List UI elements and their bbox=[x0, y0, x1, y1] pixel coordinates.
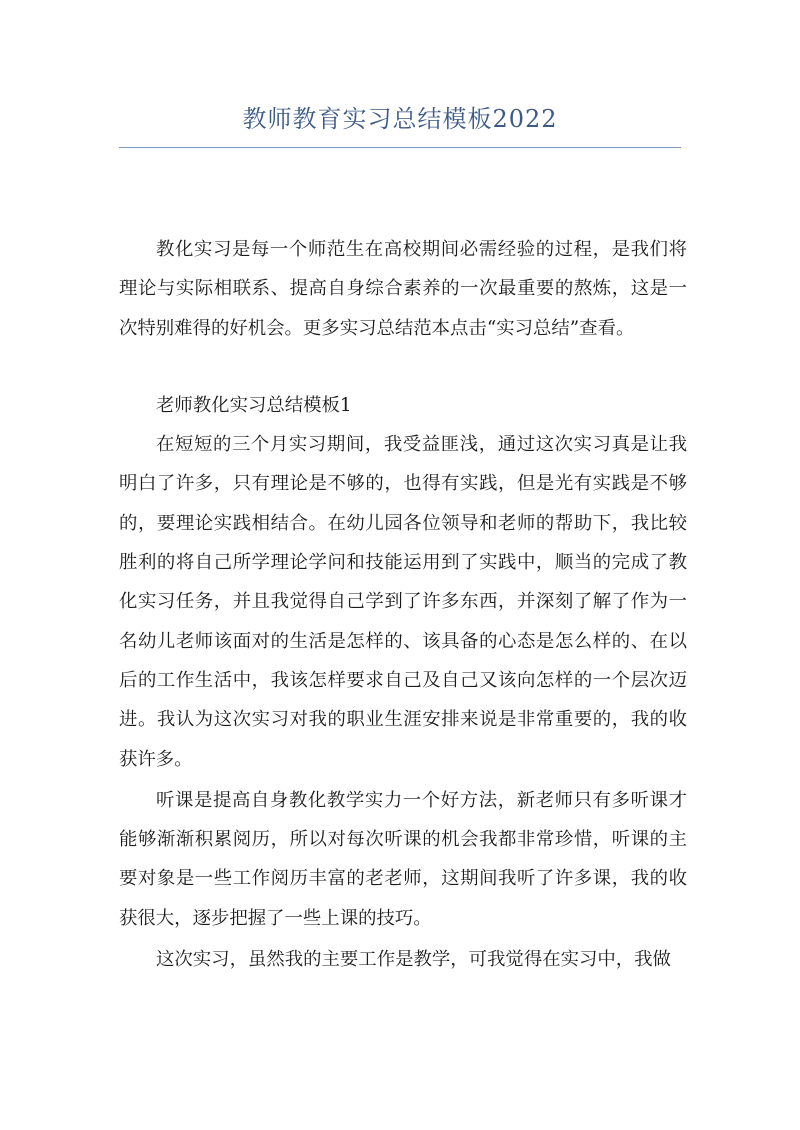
body-paragraph-2: 听课是提高自身教化教学实力一个好方法，新老师只有多听课才能够渐渐积累阅历，所以对每次听课的机会我都非常珍惜，听课的主要对象是一些工作阅历丰富的老老师，这期间我听了许多课，我的收获很大，逐步把握了一些上课的技巧。 bbox=[119, 789, 687, 929]
body-paragraph-3: 这次实习，虽然我的主要工作是教学，可我觉得在实习中，我做 bbox=[156, 949, 671, 971]
document-body bbox=[119, 230, 687, 979]
document-title: 教师教育实习总结模板2022 bbox=[242, 105, 558, 133]
intro-paragraph: 教化实习是每一个师范生在高校期间必需经验的过程，是我们将理论与实际相联系、提高自身综合素养的一次最重要的熬炼，这是一次特别难得的好机会。更多实习总结范本点击“实习总结”查看。 bbox=[119, 239, 687, 339]
body-paragraph-1: 在短短的三个月实习期间，我受益匪浅，通过这次实习真是让我明白了许多，只有理论是不够的，也得有实践，但是光有实践是不够的，要理论实践相结合。在幼儿园各位领导和老师的帮助下，我比较胜利的将自己所学理论学问和技能运用到了实践中，顺当的完成了教化实习任务，并且我觉得自己学到了许多东西，并深刻了解了作为一名幼儿老师该面对的生活是怎样的、该具备的心态是怎么样的、在以后的工作生活中，我该怎样要求自己及自己又该向怎样的一个层次迈进。我认为这次实习对我的职业生涯安排来说是非常重要的，我的收获许多。 bbox=[119, 434, 687, 770]
section-heading: 老师教化实习总结模板1 bbox=[156, 394, 352, 416]
title-divider bbox=[119, 147, 681, 148]
